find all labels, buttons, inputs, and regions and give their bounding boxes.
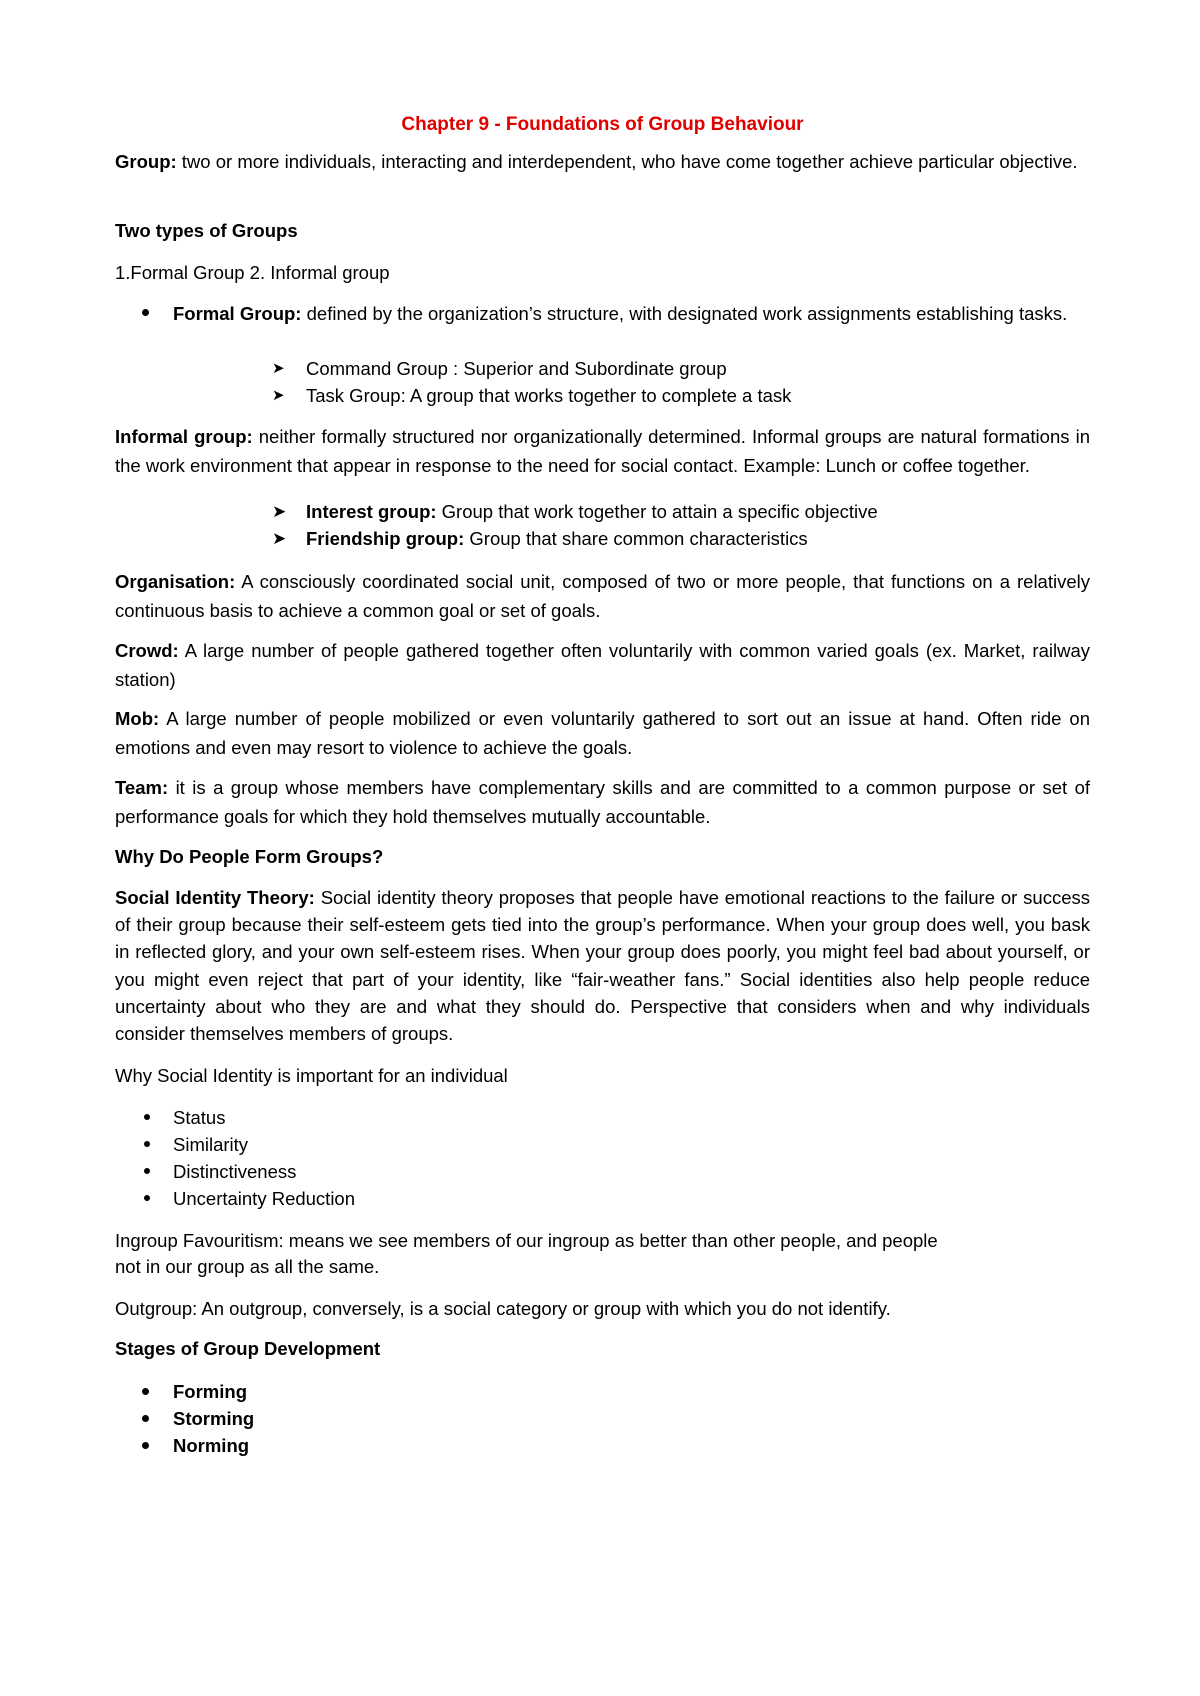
social-identity-term: Social Identity Theory: xyxy=(115,887,315,908)
formal-group-term: Formal Group: xyxy=(173,303,302,324)
arrow-bullet-icon: ➤ xyxy=(272,529,287,548)
informal-subitem xyxy=(306,524,808,553)
organisation-text: A consciously coordinated social unit, composed of two or more people, that functions on a relatively continuous basis to achieve a common goal or set of goals. xyxy=(115,571,1090,621)
crowd-definition xyxy=(115,636,1090,694)
bullet-icon xyxy=(142,1442,149,1449)
informal-group-text: neither formally structured nor organizationally determined. Informal groups are natural formations in the work environment that appear in response to the need for social contact. Example: Lunch or coffee together. xyxy=(115,426,1090,476)
friendship-group-term: Friendship group: xyxy=(306,528,465,549)
importance-item: Distinctiveness xyxy=(173,1161,297,1182)
interest-group-text: Group that work together to attain a specific objective xyxy=(436,501,878,522)
team-definition xyxy=(115,773,1090,831)
organisation-definition xyxy=(115,567,1090,625)
bullet-icon xyxy=(144,1168,150,1174)
importance-item: Status xyxy=(173,1107,226,1128)
mob-definition xyxy=(115,704,1090,762)
two-types-heading: Two types of Groups xyxy=(115,220,298,241)
arrow-bullet-icon: ➤ xyxy=(272,387,285,404)
why-heading: Why Do People Form Groups? xyxy=(115,846,384,867)
bullet-icon xyxy=(142,1415,149,1422)
stage-item: Norming xyxy=(173,1435,250,1456)
formal-subitem: Command Group : Superior and Subordinate group xyxy=(306,358,727,379)
page-title: Chapter 9 - Foundations of Group Behaviour xyxy=(401,114,804,135)
friendship-group-text: Group that share common characteristics xyxy=(464,528,808,549)
group-definition xyxy=(115,147,1090,176)
interest-group-term: Interest group: xyxy=(306,501,437,522)
bullet-icon xyxy=(142,309,149,316)
why-important-line: Why Social Identity is important for an individual xyxy=(115,1065,508,1086)
mob-term: Mob: xyxy=(115,708,160,729)
mob-text: A large number of people mobilized or even voluntarily gathered to sort out an issue at hand. Often ride on emotions and even may resort to violence to achieve the goals. xyxy=(115,708,1090,758)
ingroup-line: not in our group as all the same. xyxy=(115,1256,380,1277)
formal-subitem: Task Group: A group that works together to complete a task xyxy=(306,385,792,406)
stage-item: Storming xyxy=(173,1408,255,1429)
importance-item: Similarity xyxy=(173,1134,249,1155)
stage-item: Forming xyxy=(173,1381,247,1402)
types-line: 1.Formal Group 2. Informal group xyxy=(115,262,390,283)
formal-group-text: defined by the organization’s structure, with designated work assignments establishing tasks. xyxy=(301,303,1068,324)
bullet-icon xyxy=(144,1114,150,1120)
crowd-term: Crowd: xyxy=(115,640,179,661)
bullet-icon xyxy=(144,1141,150,1147)
importance-item: Uncertainty Reduction xyxy=(173,1188,356,1209)
group-term: Group: xyxy=(115,151,177,172)
social-identity-paragraph xyxy=(115,884,1090,1047)
informal-group-term: Informal group: xyxy=(115,426,253,447)
informal-subitem xyxy=(306,497,878,526)
group-text: two or more individuals, interacting and interdependent, who have come together achieve particular objective. xyxy=(176,151,1078,172)
outgroup-line: Outgroup: An outgroup, conversely, is a social category or group with which you do not identify. xyxy=(115,1298,891,1319)
formal-group-item xyxy=(173,299,1090,328)
informal-group-definition xyxy=(115,422,1090,480)
crowd-text: A large number of people gathered together often voluntarily with common varied goals (ex. Market, railway station) xyxy=(115,640,1090,690)
arrow-bullet-icon: ➤ xyxy=(272,502,287,521)
bullet-icon xyxy=(144,1195,150,1201)
team-text: it is a group whose members have complementary skills and are committed to a common purpose or set of performance goals for which they hold themselves mutually accountable. xyxy=(115,777,1090,827)
social-identity-text: Social identity theory proposes that people have emotional reactions to the failure or success of their group because their self-esteem gets tied into the group’s performance. When your group does well, you bask in reflected glory, and your own self-esteem rises. When your group does poorly, you might feel bad about yourself, or you might even reject that part of your identity, like “fair-weather fans.” Social identities also help people reduce uncertainty about who they are and what they should do. Perspective that considers when and why individuals consider themselves members of groups. xyxy=(115,887,1090,1045)
arrow-bullet-icon: ➤ xyxy=(272,360,285,377)
stages-heading: Stages of Group Development xyxy=(115,1338,381,1359)
organisation-term: Organisation: xyxy=(115,571,236,592)
bullet-icon xyxy=(142,1388,149,1395)
team-term: Team: xyxy=(115,777,169,798)
ingroup-line: Ingroup Favouritism: means we see members of our ingroup as better than other people, and people xyxy=(115,1230,938,1251)
